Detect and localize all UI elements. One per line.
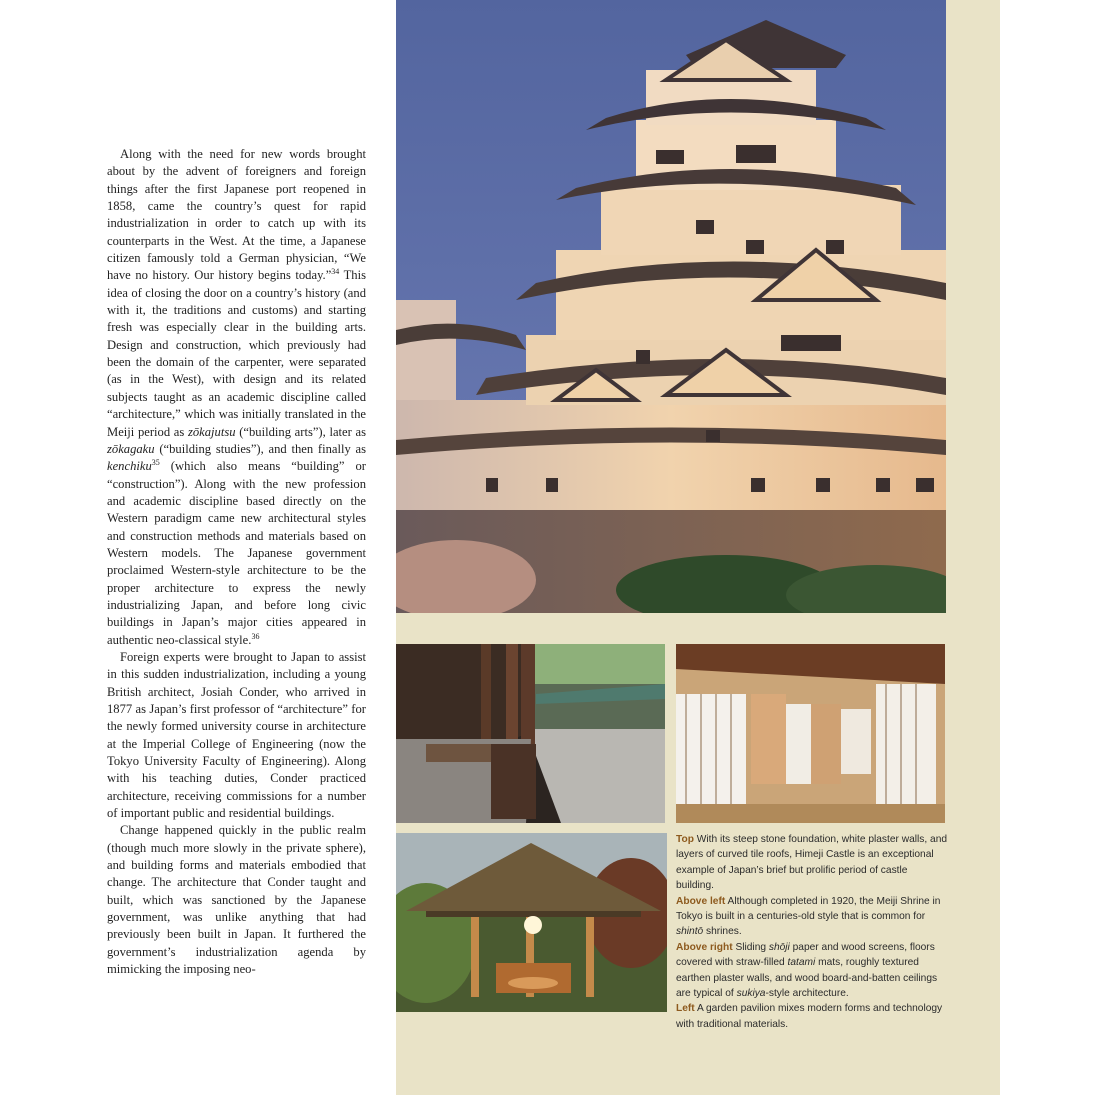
caption-left: Left A garden pavilion mixes modern forms and technology with traditional materials. bbox=[676, 1003, 943, 1030]
caption-top: Top With its steep stone foundation, white plaster walls, and layers of curved tile roofs, Himeji Castle is an exceptional example of Japan’s brief but prolific period of castle building. bbox=[676, 834, 948, 892]
himeji-castle-photo bbox=[396, 0, 946, 613]
caption-label: Left bbox=[676, 1003, 695, 1015]
term-zokajutsu: zōkajutsu bbox=[187, 424, 236, 439]
paragraph-1: Along with the need for new words brought about by the advent of foreigners and foreign things after the first Japanese port reopened in 1858, came the country’s quest for rapid industrialization in order to catch up with its counterparts in the West. At the time, a Japanese citizen famously told a German physician, “We have no history. Our history begins today.”$^{34}$ This idea of closing the door on a country’s history (and with it, the traditions and customs) and starting fresh was especially clear in the building arts. Design and construction, which previously had been the domain of the carpenter, were separated (as in the West), with design and its related subjects taught as an academic discipline called “architecture,” which was initially translated in the Meiji period as zōkajutsu (“building arts”), later as zōkagaku (“building studies”), and then finally as kenchiku$^{35}$ (which also means “building” or “construction”). Along with the new profession and academic discipline based directly on the Western paradigm came new architectural styles and construction methods and materials based on Western models. The Japanese government proclaimed Western-style architecture to be the proper architecture to express the newly industrializing Japan, and before long civic buildings in Japan’s major cities appeared in authentic neo-classical style.$^{36}$ bbox=[107, 147, 367, 647]
footnote-ref-35: 35 bbox=[151, 458, 160, 467]
body-text-column bbox=[107, 146, 366, 979]
shoji-interior-photo bbox=[676, 644, 945, 823]
paragraph-2: Foreign experts were brought to Japan to assist in this sudden industrialization, including a young British architect, Josiah Conder, who arrived in 1877 as Japan’s first professor of “architecture” for the newly formed university course in architecture at the Imperial College of Engineering (now the Tokyo University Faculty of Engineering). Along with his teaching duties, Conder practiced architecture, receiving commissions for a number of important public and residential buildings. bbox=[107, 649, 366, 821]
paragraph-3: Change happened quickly in the public realm (though much more slowly in the private sphere), and building forms and materials embodied that change. The architecture that Conder taught and built, which was sanctioned by the Japanese government, was unlike anything that had previously been built in Japan. It furthered the government’s industrialization agenda by mimicking the imposing neo- bbox=[107, 823, 366, 977]
caption-label: Above right bbox=[676, 941, 733, 953]
caption-above-right: Above right Sliding shōji paper and wood screens, floors covered with straw-filled tatami mats, roughly textured earthen plaster walls, and wood board-and-batten ceilings are typical of sukiya-style architecture. bbox=[676, 941, 938, 1000]
caption-label: Top bbox=[676, 834, 694, 845]
caption-above-left: Above left Although completed in 1920, the Meiji Shrine in Tokyo is built in a centuries-old style that is common for shintō shrines. bbox=[676, 895, 941, 938]
meiji-shrine-photo bbox=[396, 644, 665, 823]
caption-label: Above left bbox=[676, 895, 726, 907]
footnote-ref-34: 34 bbox=[331, 267, 340, 277]
term-zokagaku: zōkagaku bbox=[107, 441, 155, 456]
photo-captions bbox=[676, 832, 948, 1032]
garden-pavilion-photo bbox=[396, 833, 667, 1012]
footnote-ref-36: 36 bbox=[251, 631, 260, 641]
term-kenchiku: kenchiku bbox=[107, 459, 152, 474]
